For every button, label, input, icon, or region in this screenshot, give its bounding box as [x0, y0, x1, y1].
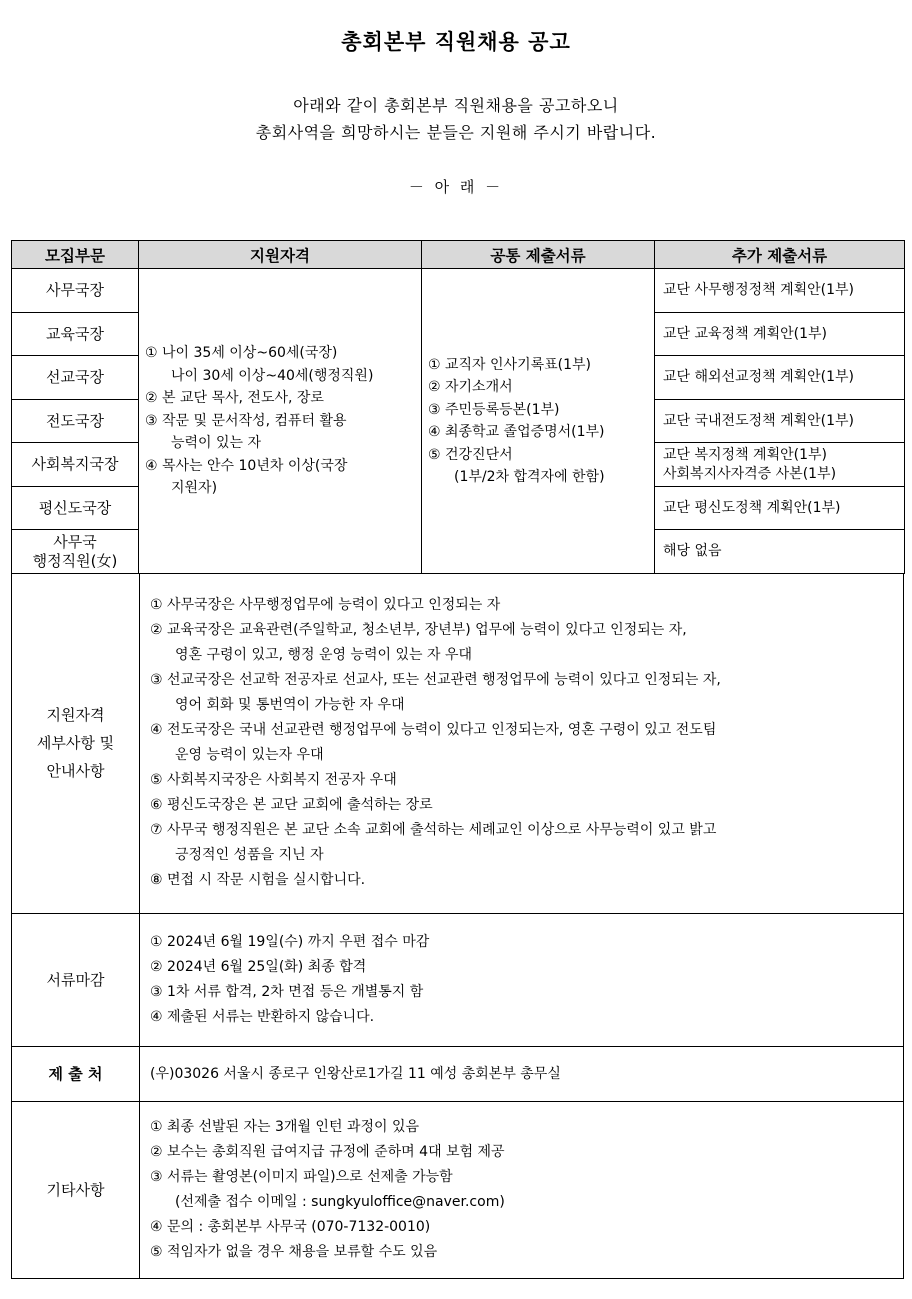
- department-cell: 선교국장: [12, 356, 139, 400]
- deadline-line: ① 2024년 6월 19일(수) 까지 우편 접수 마감: [150, 934, 430, 950]
- detail-line: ③ 선교국장은 선교학 전공자로 선교사, 또는 선교관련 행정업무에 능력이 있다고 인정되는 자,: [150, 672, 721, 688]
- detail-line: ② 교육국장은 교육관련(주일학교, 청소년부, 장년부) 업무에 능력이 있다고 인정되는 자,: [150, 622, 687, 638]
- qualification-line: ④ 목사는 안수 10년차 이상(국장: [145, 457, 348, 474]
- extra-docs-cell: [655, 269, 905, 313]
- common-doc-line: ② 자기소개서: [428, 379, 513, 395]
- detail-line: ⑦ 사무국 행정직원은 본 교단 소속 교회에 출석하는 세례교인 이상으로 사무능력이 있고 밝고: [150, 822, 717, 838]
- department-cell: 사무국 행정직원(女): [12, 530, 139, 574]
- common-docs-cell: [422, 269, 655, 574]
- detail-line: ⑥ 평신도국장은 본 교단 교회에 출석하는 장로: [150, 797, 433, 813]
- header-qualification: 지원자격: [139, 241, 422, 269]
- detail-line: 운영 능력이 있는자 우대: [175, 747, 324, 763]
- header-extra-docs: 추가 제출서류: [655, 241, 905, 269]
- extra-docs-cell: [655, 313, 905, 356]
- extra-doc-line: 교단 사무행정정책 계획안(1부): [663, 282, 855, 298]
- submit-label: 제 출 처: [12, 1047, 140, 1101]
- etc-body: [140, 1102, 515, 1278]
- deadline-body: [140, 914, 439, 1046]
- qualification-line: 능력이 있는 자: [171, 435, 262, 452]
- etc-line: ④ 문의 : 총회본부 사무국 (070-7132-0010): [150, 1219, 431, 1235]
- department-cell: 평신도국장: [12, 487, 139, 530]
- department-cell: 전도국장: [12, 400, 139, 443]
- extra-doc-line: 교단 국내전도정책 계획안(1부): [663, 412, 855, 429]
- etc-line: ③ 서류는 촬영본(이미지 파일)으로 선제출 가능함: [150, 1169, 453, 1185]
- extra-doc-line: 교단 해외선교정책 계획안(1부): [663, 369, 855, 385]
- qualification-cell: [139, 269, 422, 574]
- extra-doc-line: 교단 복지정책 계획안(1부): [663, 446, 827, 463]
- extra-docs-cell: [655, 400, 905, 443]
- etc-line: ① 최종 선발된 자는 3개월 인턴 과정이 있음: [150, 1119, 419, 1135]
- deadline-section: [11, 914, 904, 1047]
- extra-docs-cell: [655, 443, 905, 487]
- deadline-line: ③ 1차 서류 합격, 2차 면접 등은 개별통지 함: [150, 984, 424, 1000]
- department-cell: 사무국장: [12, 269, 139, 313]
- extra-docs-cell: [655, 356, 905, 400]
- submit-body: [140, 1047, 571, 1101]
- extra-docs-cell: [655, 487, 905, 530]
- detail-line: ① 사무국장은 사무행정업무에 능력이 있다고 인정되는 자: [150, 597, 501, 613]
- etc-line: ⑤ 적임자가 없을 경우 채용을 보류할 수도 있음: [150, 1244, 438, 1260]
- extra-docs-cell: [655, 530, 905, 574]
- intro-line: 아래와 같이 총회본부 직원채용을 공고하오니: [293, 96, 619, 115]
- page-title: 총회본부 직원채용 공고: [341, 30, 571, 54]
- details-body: [140, 573, 731, 913]
- etc-section: [11, 1102, 904, 1279]
- common-doc-line: (1부/2차 합격자에 한함): [454, 469, 605, 485]
- department-cell: 교육국장: [12, 313, 139, 356]
- qualification-line: ① 나이 35세 이상~60세(국장): [145, 345, 338, 362]
- common-doc-line: ④ 최종학교 졸업증명서(1부): [428, 424, 605, 440]
- extra-doc-line: 사회복지사자격증 사본(1부): [663, 465, 837, 482]
- extra-doc-line: 교단 평신도정책 계획안(1부): [663, 499, 841, 516]
- intro-line: 총회사역을 희망하시는 분들은 지원해 주시기 바랍니다.: [255, 123, 657, 142]
- qualification-line: 지원자): [171, 480, 218, 497]
- etc-line: ② 보수는 총회직원 급여지급 규정에 준하며 4대 보험 제공: [150, 1144, 505, 1160]
- header-department: 모집부문: [12, 241, 139, 269]
- etc-email-line: (선제출 접수 이메일 : sungkyuloffice@naver.com): [175, 1194, 505, 1210]
- detail-line: ⑤ 사회복지국장은 사회복지 전공자 우대: [150, 772, 397, 788]
- submit-section: [11, 1047, 904, 1102]
- detail-line: ⑧ 면접 시 작문 시험을 실시합니다.: [150, 872, 366, 888]
- detail-line: 영혼 구령이 있고, 행정 운영 능력이 있는 자 우대: [175, 647, 473, 663]
- details-label: 지원자격 세부사항 및 안내사항: [12, 573, 140, 913]
- details-section: [11, 573, 904, 914]
- department-cell: 사회복지국장: [12, 443, 139, 487]
- detail-line: ④ 전도국장은 국내 선교관련 행정업무에 능력이 있다고 인정되는자, 영혼 구령이 있고 전도팀: [150, 722, 717, 738]
- submit-address: (우)03026 서울시 종로구 인왕산로1가길 11 예성 총회본부 총무실: [150, 1065, 561, 1082]
- detail-line: 긍정적인 성품을 지닌 자: [175, 847, 324, 863]
- detail-line: 영어 회화 및 통번역이 가능한 자 우대: [175, 697, 405, 713]
- qualification-line: ② 본 교단 목사, 전도사, 장로: [145, 390, 324, 407]
- extra-doc-line: 해당 없음: [663, 543, 722, 559]
- recruitment-table: [11, 240, 905, 574]
- qualification-line: ③ 작문 및 문서작성, 컴퓨터 활용: [145, 412, 347, 429]
- section-marker: － 아 래 －: [408, 178, 504, 196]
- common-doc-line: ① 교직자 인사기록표(1부): [428, 356, 591, 373]
- common-doc-line: ③ 주민등록등본(1부): [428, 401, 560, 418]
- qualification-line: 나이 30세 이상~40세(행정직원): [171, 367, 374, 384]
- etc-label: 기타사항: [12, 1102, 140, 1278]
- deadline-label: 서류마감: [12, 914, 140, 1046]
- deadline-line: ④ 제출된 서류는 반환하지 않습니다.: [150, 1009, 375, 1025]
- common-doc-line: ⑤ 건강진단서: [428, 446, 513, 463]
- intro-text: [0, 92, 912, 146]
- deadline-line: ② 2024년 6월 25일(화) 최종 합격: [150, 959, 367, 975]
- header-common-docs: 공통 제출서류: [422, 241, 655, 269]
- extra-doc-line: 교단 교육정책 계획안(1부): [663, 325, 827, 342]
